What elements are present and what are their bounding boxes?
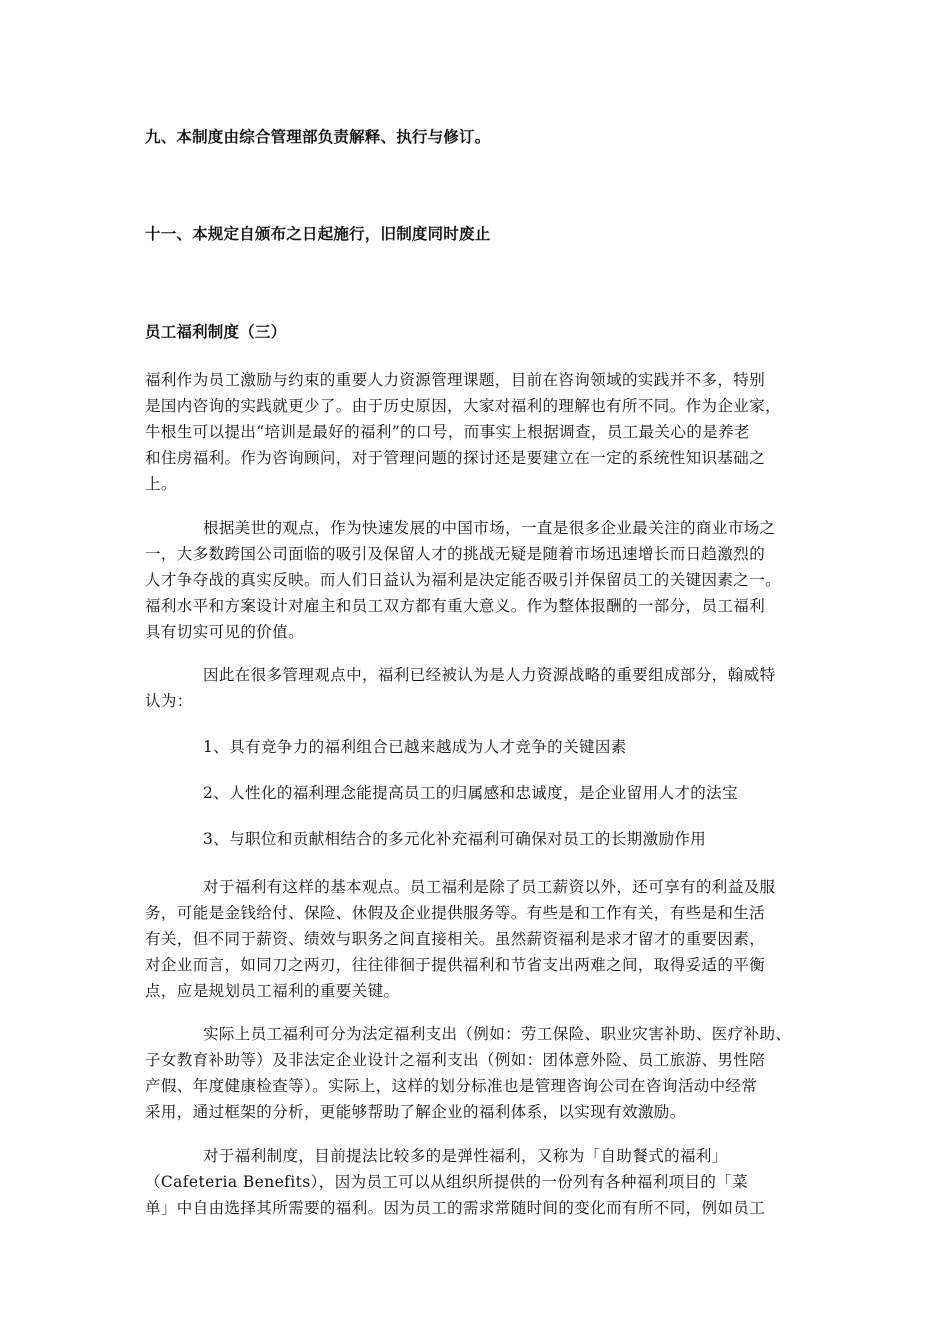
- paragraph-line: 实际上员工福利可分为法定福利支出（例如：劳工保险、职业灾害补助、医疗补助、: [203, 1025, 792, 1043]
- section-title: 员工福利制度（三）: [145, 322, 287, 341]
- paragraph-line: 福利水平和方案设计对雇主和员工双方都有重大意义。作为整体报酬的一部分，员工福利: [145, 597, 766, 615]
- paragraph-line: 单」中自由选择其所需要的福利。因为员工的需求常随时间的变化而有所不同，例如员工: [145, 1199, 766, 1217]
- list-item: 3、与职位和贡献相结合的多元化补充福利可确保对员工的长期激励作用: [203, 830, 707, 848]
- paragraph-line: 牛根生可以提出“培训是最好的福利”的口号，而事实上根据调查，员工最关心的是养老: [145, 423, 750, 441]
- paragraph-line: 对于福利有这样的基本观点。员工福利是除了员工薪资以外，还可享有的利益及服: [203, 878, 776, 896]
- paragraph-line: 务，可能是金钱给付、保险、休假及企业提供服务等。有些是和工作有关，有些是和生活: [145, 904, 766, 922]
- paragraph-line: 人才争夺战的真实反映。而人们日益认为福利是决定能否吸引并保留员工的关键因素之一。: [145, 571, 782, 589]
- paragraph-cafeteria: [145, 1143, 805, 1221]
- paragraph-line: （Cafeteria Benefits），因为员工可以从组织所提供的一份列有各种福利项目的「菜: [145, 1173, 749, 1191]
- clause-nine-heading: 九、本制度由综合管理部负责解释、执行与修订。: [145, 127, 491, 146]
- paragraph-line: 认为：: [145, 692, 193, 710]
- paragraph-line: 福利作为员工激励与约束的重要人力资源管理课题，目前在咨询领域的实践并不多，特别: [145, 371, 766, 389]
- list-item: 2、人性化的福利理念能提高员工的归属感和忠诚度，是企业留用人才的法宝: [203, 784, 738, 802]
- paragraph-hewitt: [145, 662, 805, 714]
- paragraph-line: 一，大多数跨国公司面临的吸引及保留人才的挑战无疑是随着市场迅速增长而日趋激烈的: [145, 545, 766, 563]
- paragraph-line: 根据美世的观点，作为快速发展的中国市场，一直是很多企业最关注的商业市场之: [203, 519, 776, 537]
- paragraph-line: 有关，但不同于薪资、绩效与职务之间直接相关。虽然薪资福利是求才留才的重要因素，: [145, 930, 766, 948]
- paragraph-line: 产假、年度健康检查等）。实际上，这样的划分标准也是管理咨询公司在咨询活动中经常: [145, 1077, 758, 1095]
- paragraph-basic-view: [145, 874, 805, 1004]
- paragraph-line: 采用，通过框架的分析，更能够帮助了解企业的福利体系，以实现有效激励。: [145, 1103, 686, 1121]
- paragraph-line: 子女教育补助等）及非法定企业设计之福利支出（例如：团体意外险、员工旅游、男性陪: [145, 1051, 766, 1069]
- list-item: 1、具有竞争力的福利组合已越来越成为人才竞争的关键因素: [203, 738, 627, 756]
- paragraph-line: 上。: [145, 475, 177, 493]
- clause-eleven-heading: 十一、本规定自颁布之日起施行，旧制度同时废止: [145, 224, 491, 243]
- paragraph-line: 具有切实可见的价值。: [145, 623, 305, 641]
- paragraph-line: 对企业而言，如同刀之两刃，往往徘徊于提供福利和节省支出两难之间，取得妥适的平衡: [145, 956, 766, 974]
- paragraph-line: 和住房福利。作为咨询顾问，对于管理问题的探讨还是要建立在一定的系统性知识基础之: [145, 449, 766, 467]
- paragraph-line: 点，应是规划员工福利的重要关键。: [145, 982, 400, 1000]
- paragraph-line: 是国内咨询的实践就更少了。由于历史原因，大家对福利的理解也有所不同。作为企业家，: [145, 397, 782, 415]
- paragraph-classification: [145, 1021, 805, 1125]
- paragraph-line: 对于福利制度，目前提法比较多的是弹性福利，又称为「自助餐式的福利」: [203, 1147, 728, 1165]
- paragraph-mercer: [145, 515, 805, 645]
- paragraph-line: 因此在很多管理观点中，福利已经被认为是人力资源战略的重要组成部分，翰威特: [203, 666, 776, 684]
- paragraph-intro: [145, 367, 805, 497]
